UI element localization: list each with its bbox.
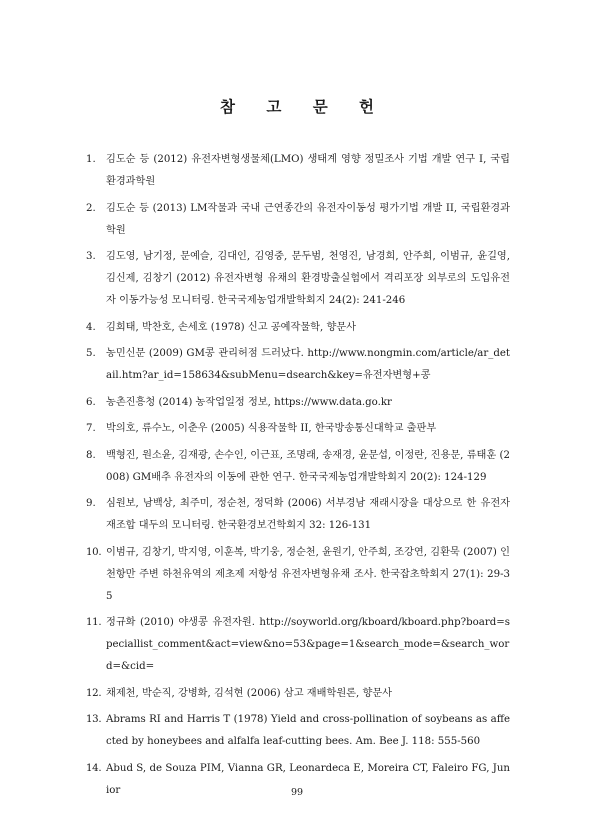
reference-number: 8. <box>86 449 96 461</box>
reference-text: 심원보, 남백상, 최주미, 정순천, 정덕화 (2006) 서부경남 재래시장을 대상으로 한 유전자 재조합 대두의 모니터링. 한국환경보건학회지 32: 126-131 <box>106 498 510 531</box>
reference-item <box>86 683 510 705</box>
reference-item <box>86 445 510 489</box>
reference-text: Abrams RI and Harris T (1978) Yield and cross-pollination of soybeans as affected by honeybees and alfalfa leaf-cutting bees. Am. Bee J. 118: 555-560 <box>106 714 510 747</box>
reference-number: 7. <box>86 423 96 434</box>
reference-list <box>86 149 510 806</box>
reference-number: 12. <box>86 687 102 699</box>
reference-item <box>86 418 510 440</box>
reference-text: 채제천, 박순직, 강병화, 김석현 (2006) 삼고 재배학원론, 향문사 <box>106 687 392 699</box>
reference-number: 10. <box>86 546 102 558</box>
reference-number: 2. <box>86 202 96 214</box>
reference-item <box>86 542 510 608</box>
reference-item <box>86 198 510 242</box>
reference-number: 3. <box>86 251 96 262</box>
reference-item <box>86 493 510 537</box>
reference-item <box>86 709 510 753</box>
reference-item <box>86 246 510 312</box>
reference-text: 정규화 (2010) 야생콩 유전자원. http://soyworld.org/kboard/kboard.php?board=speciallist_comment&act=view&no=53&page=1&search_mode=&search_word=&cid= <box>106 617 510 672</box>
reference-number: 5. <box>86 348 96 359</box>
reference-text: 농촌진흥청 (2014) 농작업일정 정보, https://www.data.go.kr <box>106 396 392 408</box>
reference-text: 박의호, 류수노, 이춘우 (2005) 식용작물학 II, 한국방송통신대학교 출판부 <box>106 423 437 434</box>
reference-text: 김희태, 박찬호, 손세호 (1978) 신고 공예작물학, 향문사 <box>106 321 356 333</box>
reference-number: 6. <box>86 396 96 408</box>
reference-number: 4. <box>86 321 96 333</box>
reference-text: 이범규, 김창기, 박지영, 이훈복, 박기웅, 정순천, 윤원기, 안주희, 조강연, 김환묵 (2007) 인천항만 주변 하천유역의 제초제 저항성 유전자변형유채 조사. 한국잡초학회지 27(1): 29-35 <box>106 546 510 602</box>
reference-item <box>86 343 510 387</box>
reference-number: 9. <box>86 498 96 509</box>
reference-number: 1. <box>86 154 96 165</box>
reference-item <box>86 392 510 414</box>
reference-text: 김도순 등 (2013) LM작물과 국내 근연종간의 유전자이동성 평가기법 개발 II, 국립환경과학원 <box>106 202 510 236</box>
reference-text: Abud S, de Souza PIM, Vianna GR, Leonardeca E, Moreira CT, Faleiro FG, Junior <box>106 762 510 796</box>
reference-text: 김도순 등 (2012) 유전자변형생물체(LMO) 생태계 영향 정밀조사 기법 개발 연구 I, 국립환경과학원 <box>106 154 510 187</box>
reference-item <box>86 612 510 678</box>
page-title: 참 고 문 헌 <box>219 97 388 116</box>
reference-text: 농민신문 (2009) GM콩 관리허점 드러났다. http://www.nongmin.com/article/ar_detail.htm?ar_id=158634&subMenu=dsearch&key=유전자변형+콩 <box>106 348 510 381</box>
reference-number: 14. <box>86 762 102 774</box>
reference-item <box>86 149 510 193</box>
reference-number: 11. <box>86 617 102 628</box>
page-number: 99 <box>290 787 304 798</box>
reference-text: 김도영, 남기정, 문예슬, 김대인, 김영중, 문두범, 천영진, 남경희, 안주희, 이범규, 윤길영, 김신제, 김창기 (2012) 유전자변형 유채의 환경방출실험에서 격리포장 외부로의 도입유전자 이동가능성 모니터링. 한국국제농업개발학회지 24(2): 241-246 <box>106 251 510 306</box>
reference-item <box>86 317 510 339</box>
reference-number: 13. <box>86 714 102 725</box>
reference-text: 백형진, 원소윤, 김재광, 손수인, 이근표, 조명래, 송재경, 윤문섭, 이정란, 진용문, 류태훈 (2008) GM배추 유전자의 이동에 관한 연구. 한국국제농업개발학회지 20(2): 124-129 <box>106 449 510 483</box>
